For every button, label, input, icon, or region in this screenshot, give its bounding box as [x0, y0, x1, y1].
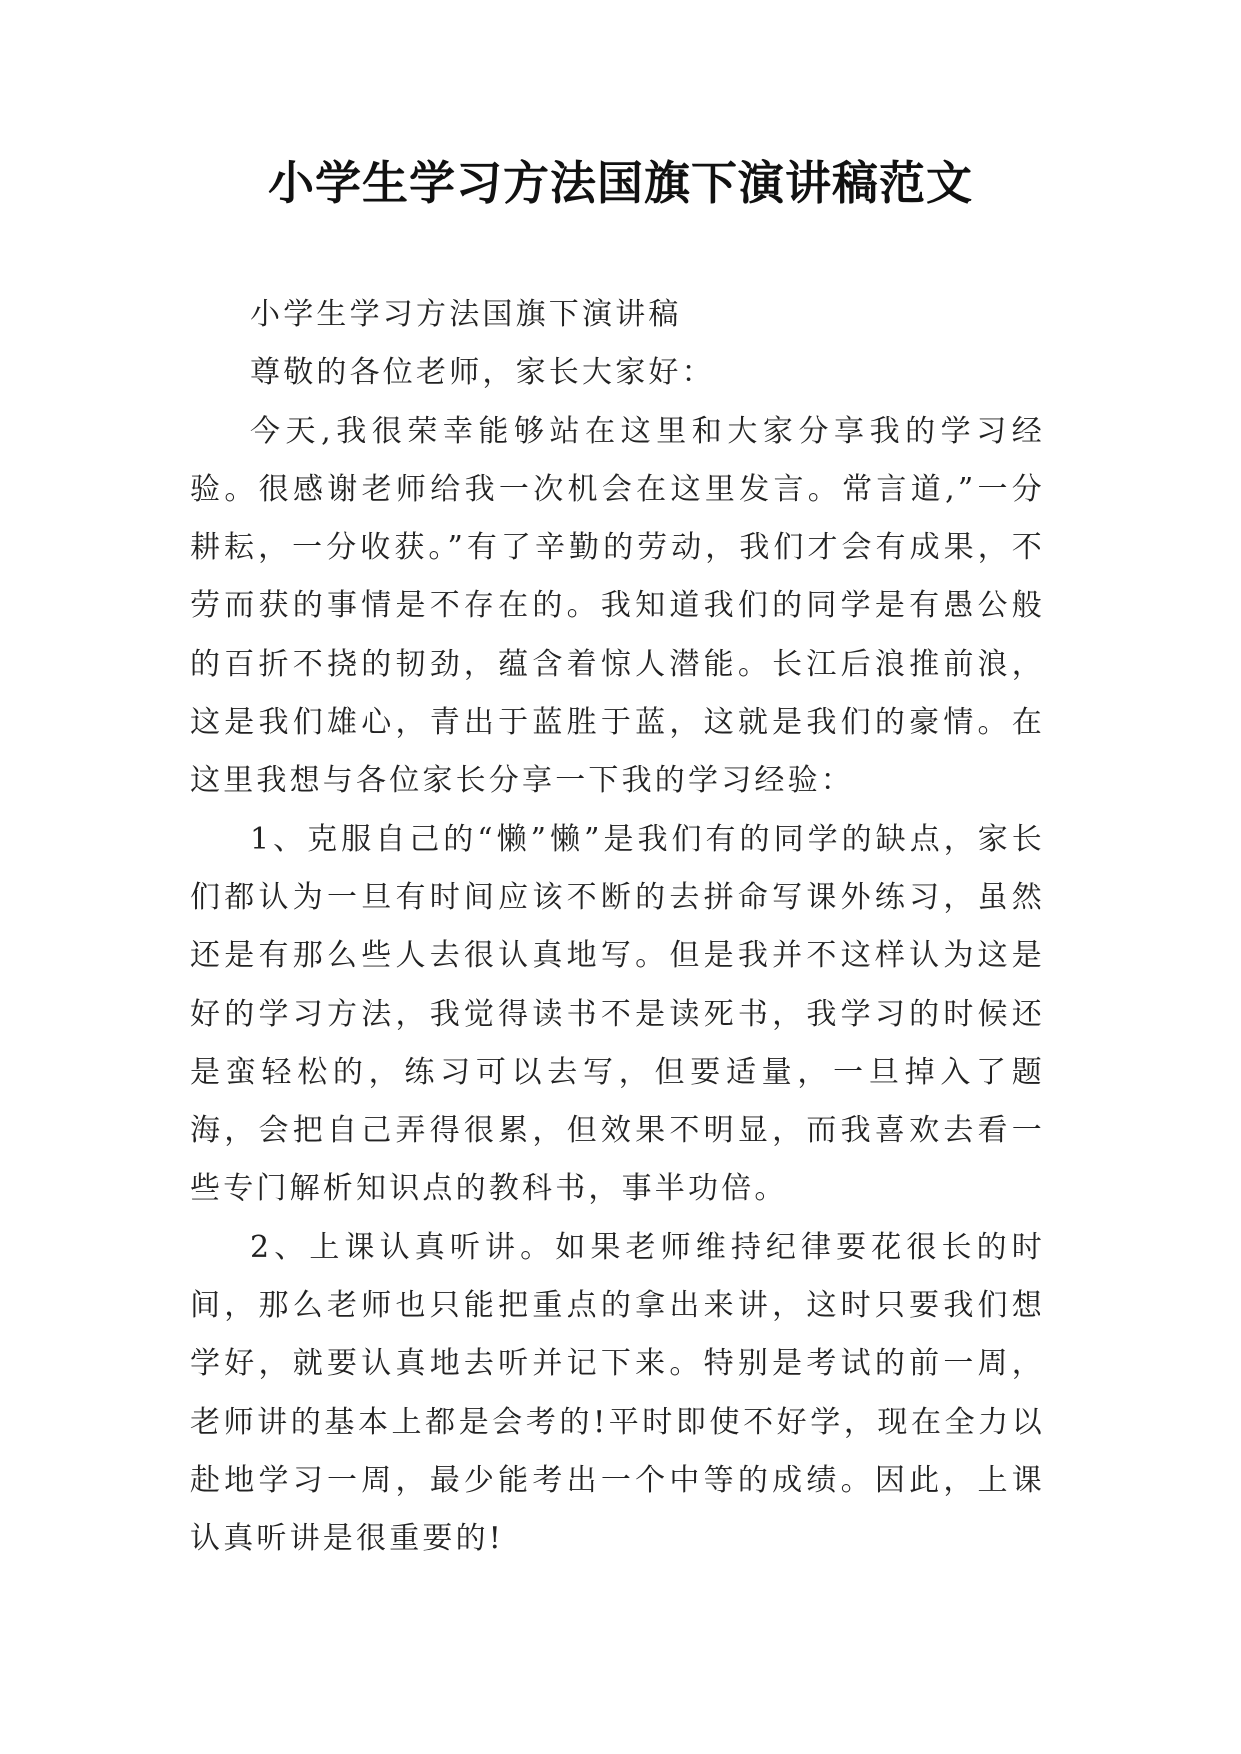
paragraph-point-2: 2、上课认真听讲。如果老师维持纪律要花很长的时间，那么老师也只能把重点的拿出来讲，这时只要我们想学好，就要认真地去听并记下来。特别是考试的前一周，老师讲的基本上都是会考的!平时即使不好学，现在全力以赴地学习一周，最少能考出一个中等的成绩。因此，上课认真听讲是很重要的!: [190, 1229, 1045, 1557]
speech-subtitle: 小学生学习方法国旗下演讲稿: [250, 297, 682, 332]
document-title: 小学生学习方法国旗下演讲稿范文: [268, 156, 973, 210]
document-body: [190, 286, 1045, 1569]
paragraph-point-1: 1、克服自己的“懒”懒”是我们有的同学的缺点，家长们都认为一旦有时间应该不断的去拼命写课外练习，虽然还是有那么些人去很认真地写。但是我并不这样认为这是好的学习方法，我觉得读书不是读死书，我学习的时候还是蛮轻松的，练习可以去写，但要适量，一旦掉入了题海，会把自己弄得很累，但效果不明显，而我喜欢去看一些专门解析知识点的教科书，事半功倍。: [190, 821, 1045, 1207]
paragraph-intro: 今天,我很荣幸能够站在这里和大家分享我的学习经验。很感谢老师给我一次机会在这里发言。常言道,”一分耕耘，一分收获。”有了辛勤的劳动，我们才会有成果，不劳而获的事情是不存在的。我知道我们的同学是有愚公般的百折不挠的韧劲，蕴含着惊人潜能。长江后浪推前浪，这是我们雄心，青出于蓝胜于蓝，这就是我们的豪情。在这里我想与各位家长分享一下我的学习经验：: [190, 413, 1045, 799]
greeting: 尊敬的各位老师，家长大家好：: [250, 355, 715, 391]
